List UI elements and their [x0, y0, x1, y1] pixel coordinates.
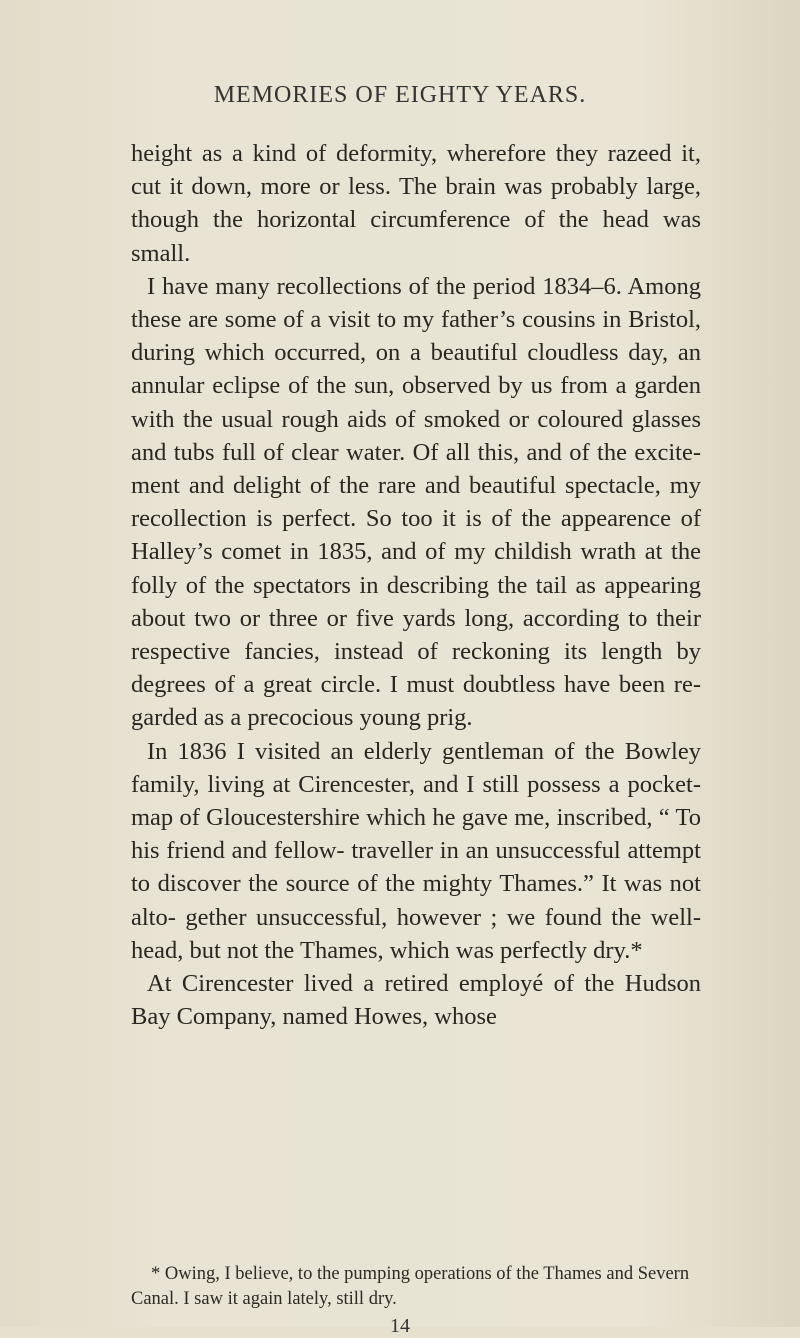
page-number: 14 — [390, 1315, 410, 1337]
paragraph-3: In 1836 I visited an elderly gentleman of the Bowley family, living at Cirencester, and I still possess a pocket-map of Gloucestershire which he gave me, inscribed, “ To his friend and fellow- traveller in an unsuccessful attempt to discover the source of the mighty Thames.” It was not alto- gether unsuccessful, however ; we found the well- head, but not the Thames, which was perfectly dry.* — [131, 737, 701, 964]
body-text — [131, 137, 701, 1033]
footnote-text: * Owing, I believe, to the pumping operations of the Thames and Severn Canal. I saw it again lately, still dry. — [131, 1264, 690, 1309]
paragraph-1: height as a kind of deformity, wherefore they razeed it, cut it down, more or less. The brain was probably large, though the horizontal circumference of the head was small. — [131, 140, 701, 267]
footnote — [131, 1262, 701, 1312]
running-head: MEMORIES OF EIGHTY YEARS. — [213, 82, 587, 108]
paragraph-4: At Cirencester lived a retired employé of the Hudson Bay Company, named Howes, whose — [131, 970, 701, 1031]
paragraph-2: I have many recollections of the period 1834–6. Among these are some of a visit to my father’s cousins in Bristol, during which occurred, on a beautiful cloudless day, an annular eclipse of the sun, observed by us from a garden with the usual rough aids of smoked or coloured glasses and tubs full of clear water. Of all this, and of the excite- ment and delight of the rare and beautiful spectacle, my recollection is perfect. So too it is of the appearence of Halley’s comet in 1835, and of my childish wrath at the folly of the spectators in describing the tail as appearing about two or three or five yards long, according to their respective fancies, instead of reckoning its length by degrees of a great circle. I must doubtless have been re- garded as a precocious young prig. — [131, 272, 701, 732]
